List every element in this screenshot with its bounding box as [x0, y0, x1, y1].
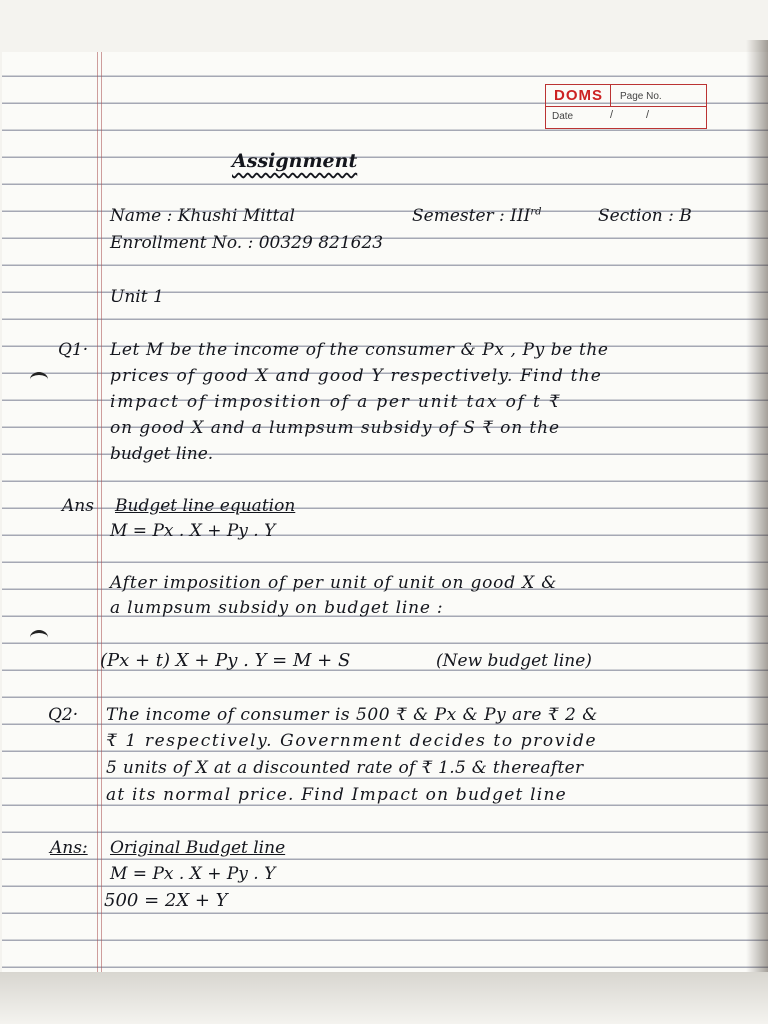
page-edge-shadow	[746, 40, 768, 980]
a1-text-line: a lumpsum subsidy on budget line :	[110, 598, 444, 618]
enrollment-number: Enrollment No. : 00329 821623	[110, 233, 384, 253]
a1-text-line: After imposition of per unit of unit on good X &	[110, 573, 558, 593]
page-bottom-shadow	[0, 972, 768, 1024]
semester-suffix: rd	[530, 206, 542, 218]
q1-line: Let M be the income of the consumer & Px , Py be the	[110, 340, 609, 360]
page-header-box	[545, 84, 707, 129]
a2-equation-2: 500 = 2X + Y	[104, 890, 228, 911]
q2-line: at its normal price. Find Impact on budget line	[106, 785, 567, 805]
a1-heading: Budget line equation	[115, 496, 296, 516]
margin-line-double	[101, 52, 102, 972]
q1-label: Q1·	[58, 340, 89, 360]
margin-line	[97, 52, 98, 972]
a1-label: Ans	[62, 496, 94, 516]
q1-line: budget line.	[110, 444, 214, 464]
q2-line: 5 units of X at a discounted rate of ₹ 1.5 & thereafter	[106, 758, 584, 778]
punch-hole-bottom	[30, 630, 48, 645]
box-divider-h	[546, 106, 706, 107]
section: Section : B	[598, 206, 692, 226]
punch-hole-top	[30, 372, 48, 387]
box-divider-v	[610, 85, 611, 106]
date-slash-2: /	[646, 109, 650, 121]
q1-line: prices of good X and good Y respectively. Find the	[110, 366, 603, 386]
q1-line: on good X and a lumpsum subsidy of S ₹ on the	[110, 418, 560, 438]
a1-equation: M = Px . X + Py . Y	[110, 521, 276, 541]
q2-label: Q2·	[48, 705, 79, 725]
a2-heading: Original Budget line	[110, 838, 286, 858]
q2-line: The income of consumer is 500 ₹ & Px & Py are ₹ 2 &	[106, 705, 598, 725]
q1-line: impact of imposition of a per unit tax of t ₹	[110, 392, 562, 412]
unit-heading: Unit 1	[110, 287, 164, 307]
q2-line: ₹ 1 respectively. Government decides to provide	[106, 731, 598, 751]
doms-logo: DOMS	[554, 87, 603, 104]
a2-label: Ans:	[50, 838, 88, 858]
semester-value: Semester : III	[412, 206, 531, 226]
semester	[412, 206, 542, 226]
a2-equation-1: M = Px . X + Py . Y	[110, 864, 276, 884]
page-title: Assignment	[232, 150, 358, 172]
a1-new-equation: (Px + t) X + Py . Y = M + S	[100, 650, 351, 671]
a1-new-equation-note: (New budget line)	[436, 651, 592, 671]
date-label: Date	[552, 111, 574, 122]
page-no-label: Page No.	[620, 91, 662, 102]
student-name: Name : Khushi Mittal	[110, 206, 295, 226]
date-slash-1: /	[610, 109, 614, 121]
